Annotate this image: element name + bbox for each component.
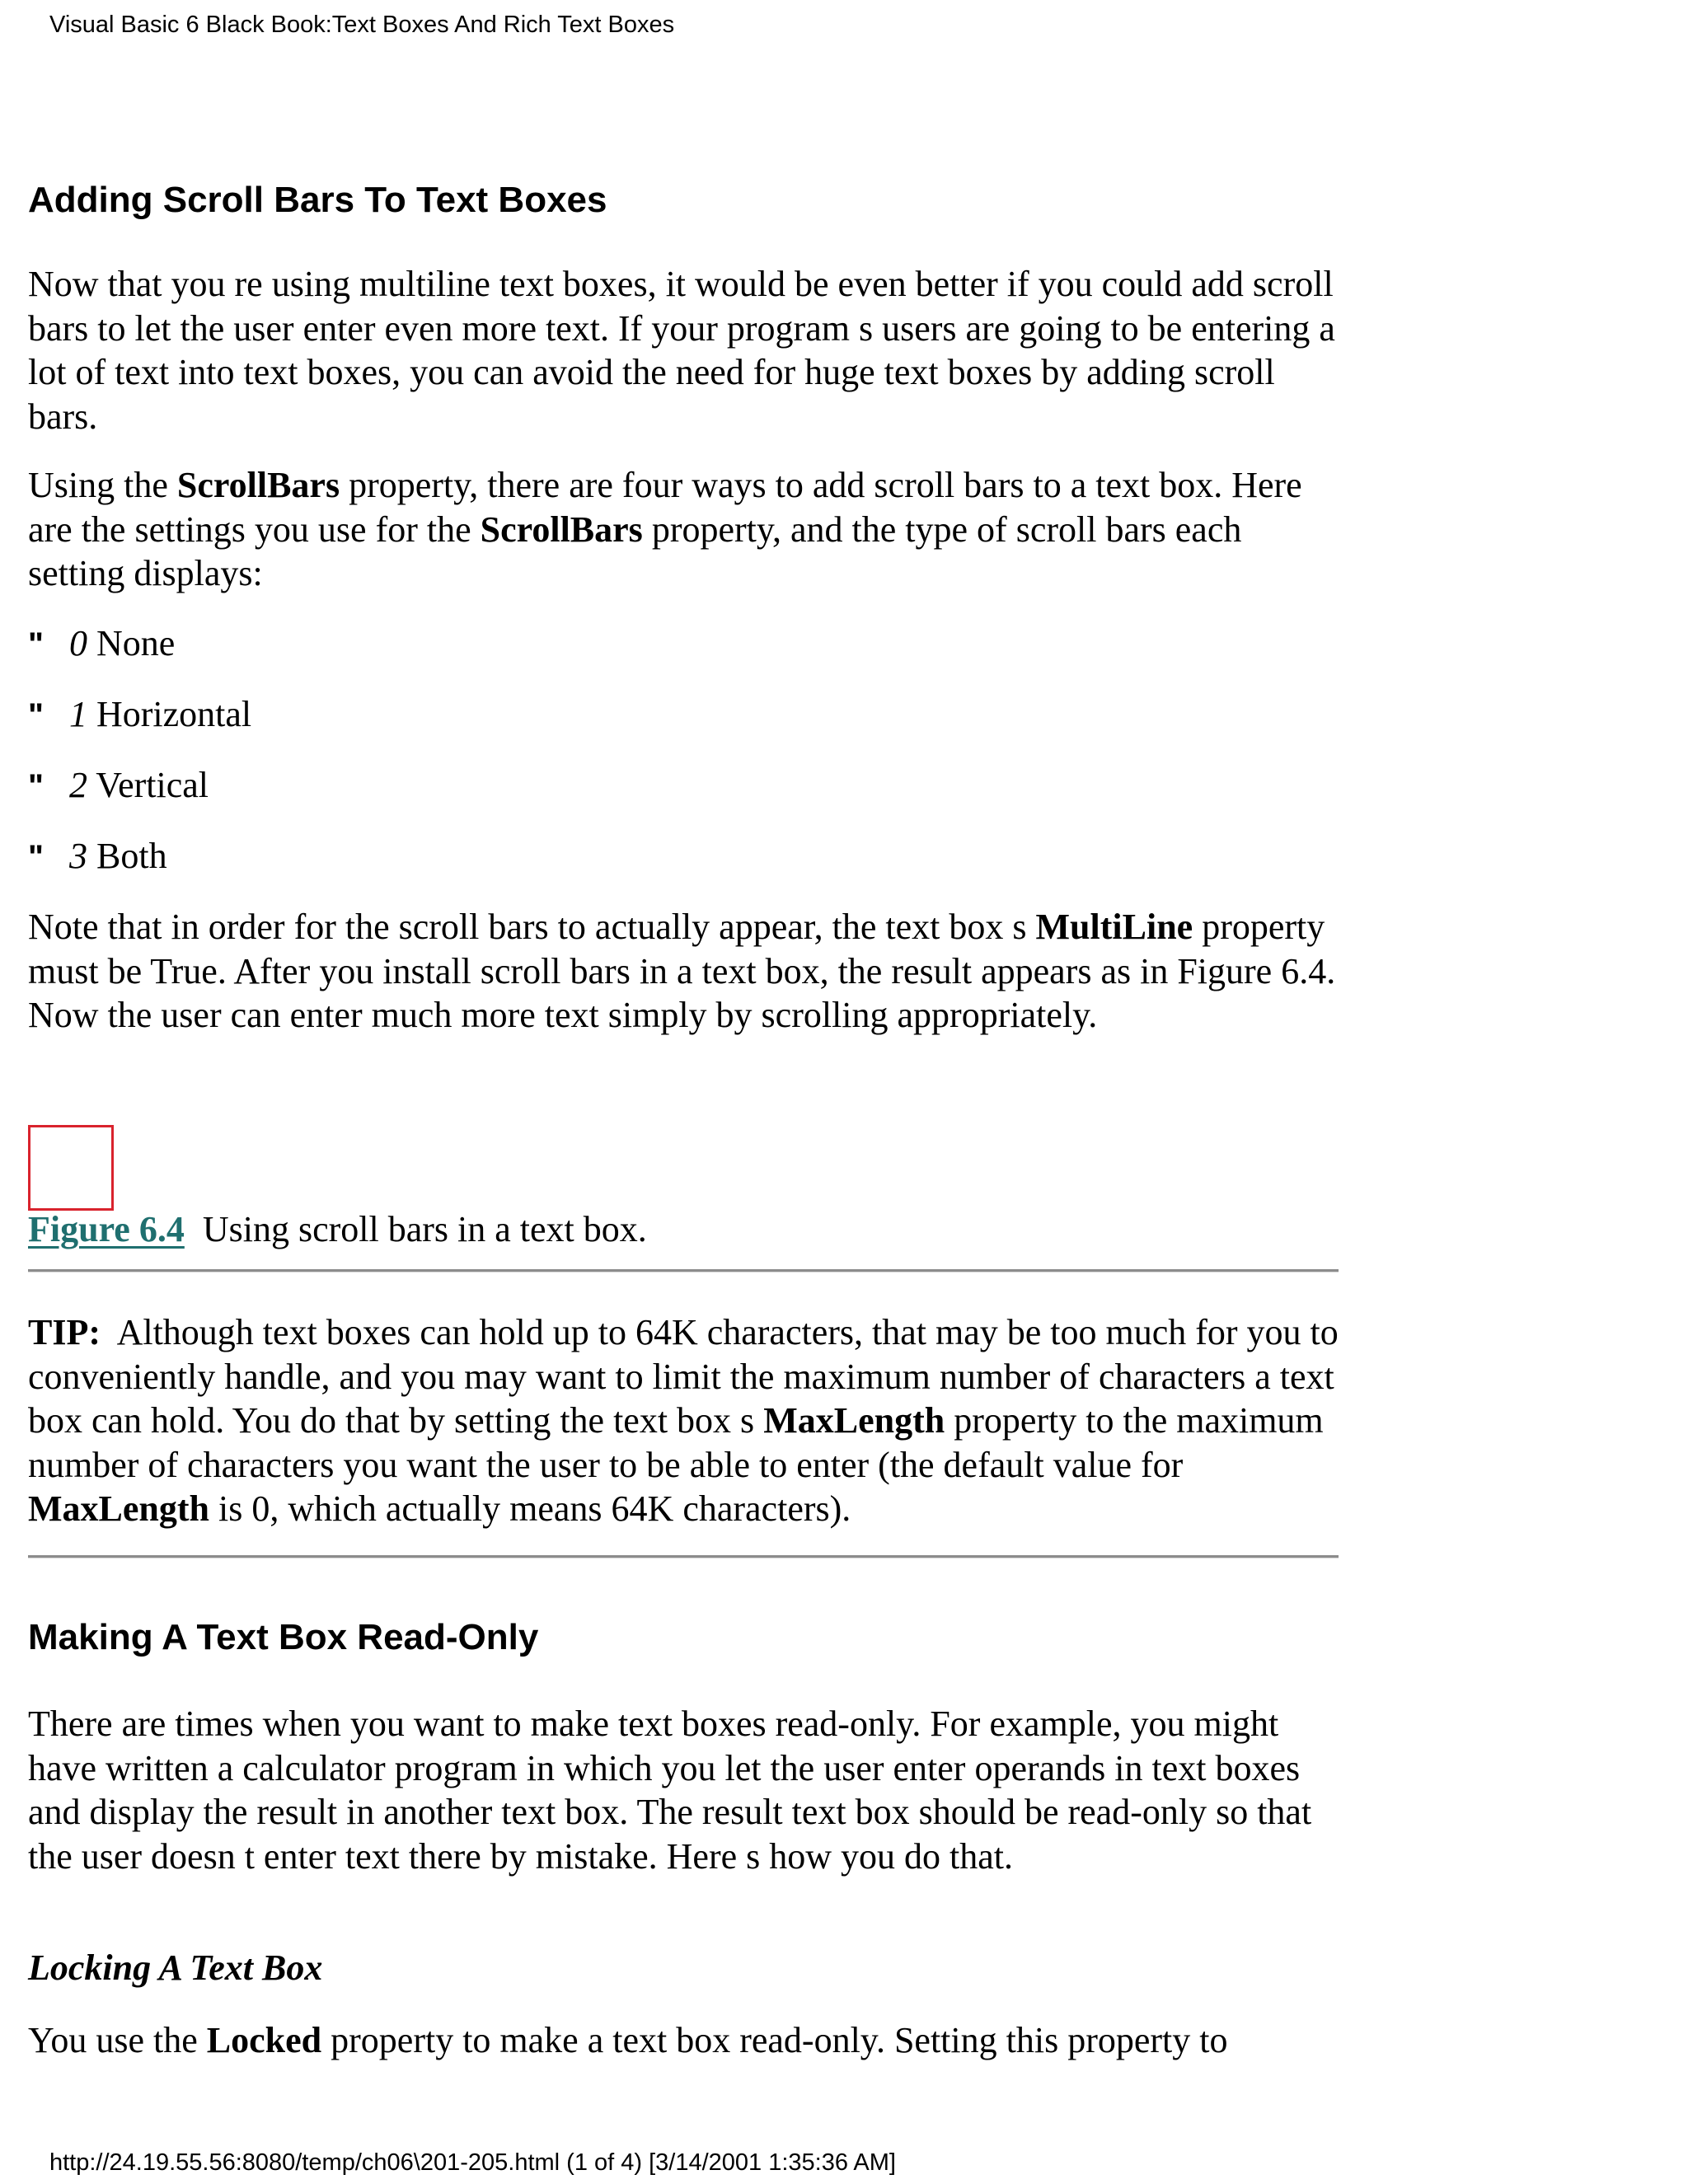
term-scrollbars-2: ScrollBars xyxy=(480,509,643,550)
term-multiline: MultiLine xyxy=(1035,907,1193,947)
paragraph-intro: Now that you re using multiline text boxes, it would be even better if you could add scroll bars to let the user enter even more text. If your program s users are going to be entering a lot of text into text boxes, you can avoid the need for huge text boxes by adding scroll bars. xyxy=(28,264,1335,437)
figure-image-placeholder xyxy=(28,1125,114,1211)
paragraph-read-only: There are times when you want to make text boxes read-only. For example, you might have written a calculator program in which you let the user enter operands in text boxes and display the result in another text box. The result text box should be read-only so that the user doesn t enter text there by mistake. Here s how you do that. xyxy=(28,1704,1312,1877)
term-locked: Locked xyxy=(206,2020,322,2060)
list-item-setting-2: " 2 Vertical xyxy=(28,763,209,808)
page-footer-url: http://24.19.55.56:8080/temp/ch06\201-205.html (1 of 4) [3/14/2001 1:35:36 AM] xyxy=(49,2149,896,2176)
figure-link[interactable]: Figure 6.4 xyxy=(28,1209,185,1249)
term-scrollbars: ScrollBars xyxy=(176,465,340,505)
list-item-setting-0: " 0 None xyxy=(28,621,175,667)
tip-box: TIP: Although text boxes can hold up to 64K characters, that may be too much for you to conveniently handle, and you may want to limit the maximum number of characters a text box can hold. You do that by setting the text box s MaxLength property to the maximum number of characters you want the user to be able to enter (the default value for MaxLength is 0, which actually means 64K characters). xyxy=(28,1312,1339,1529)
list-item-setting-3: " 3 Both xyxy=(28,834,167,879)
bullet-mark: " xyxy=(28,626,44,663)
section-heading-scroll-bars: Adding Scroll Bars To Text Boxes xyxy=(28,180,607,220)
list-item-setting-1: " 1 Horizontal xyxy=(28,692,251,738)
term-maxlength: MaxLength xyxy=(763,1400,945,1441)
divider-top xyxy=(28,1269,1339,1272)
bullet-mark: " xyxy=(28,839,44,875)
term-maxlength-2: MaxLength xyxy=(28,1488,209,1529)
bullet-mark: " xyxy=(28,768,44,804)
subheading-locking: Locking A Text Box xyxy=(28,1947,323,1988)
section-heading-read-only: Making A Text Box Read-Only xyxy=(28,1617,539,1657)
paragraph-locked-property: You use the Locked property to make a text box read-only. Setting this property to xyxy=(28,2020,1228,2060)
figure-caption-text: Using scroll bars in a text box. xyxy=(202,1209,647,1249)
page-header-title: Visual Basic 6 Black Book:Text Boxes And Rich Text Boxes xyxy=(49,12,675,38)
paragraph-multiline-note: Note that in order for the scroll bars to actually appear, the text box s MultiLine property must be True. After you install scroll bars in a text box, the result appears as in Figure 6.4. Now the user can enter much more text simply by scrolling appropriately. xyxy=(28,907,1336,1035)
tip-label: TIP: xyxy=(28,1312,101,1352)
bullet-mark: " xyxy=(28,697,44,733)
figure-caption xyxy=(28,1207,647,1251)
divider-bottom xyxy=(28,1555,1339,1558)
paragraph-scrollbars-property: Using the ScrollBars property, there are four ways to add scroll bars to a text box. Here are the settings you use for the ScrollBars property, and the type of scroll bars each setting displays: xyxy=(28,465,1302,593)
